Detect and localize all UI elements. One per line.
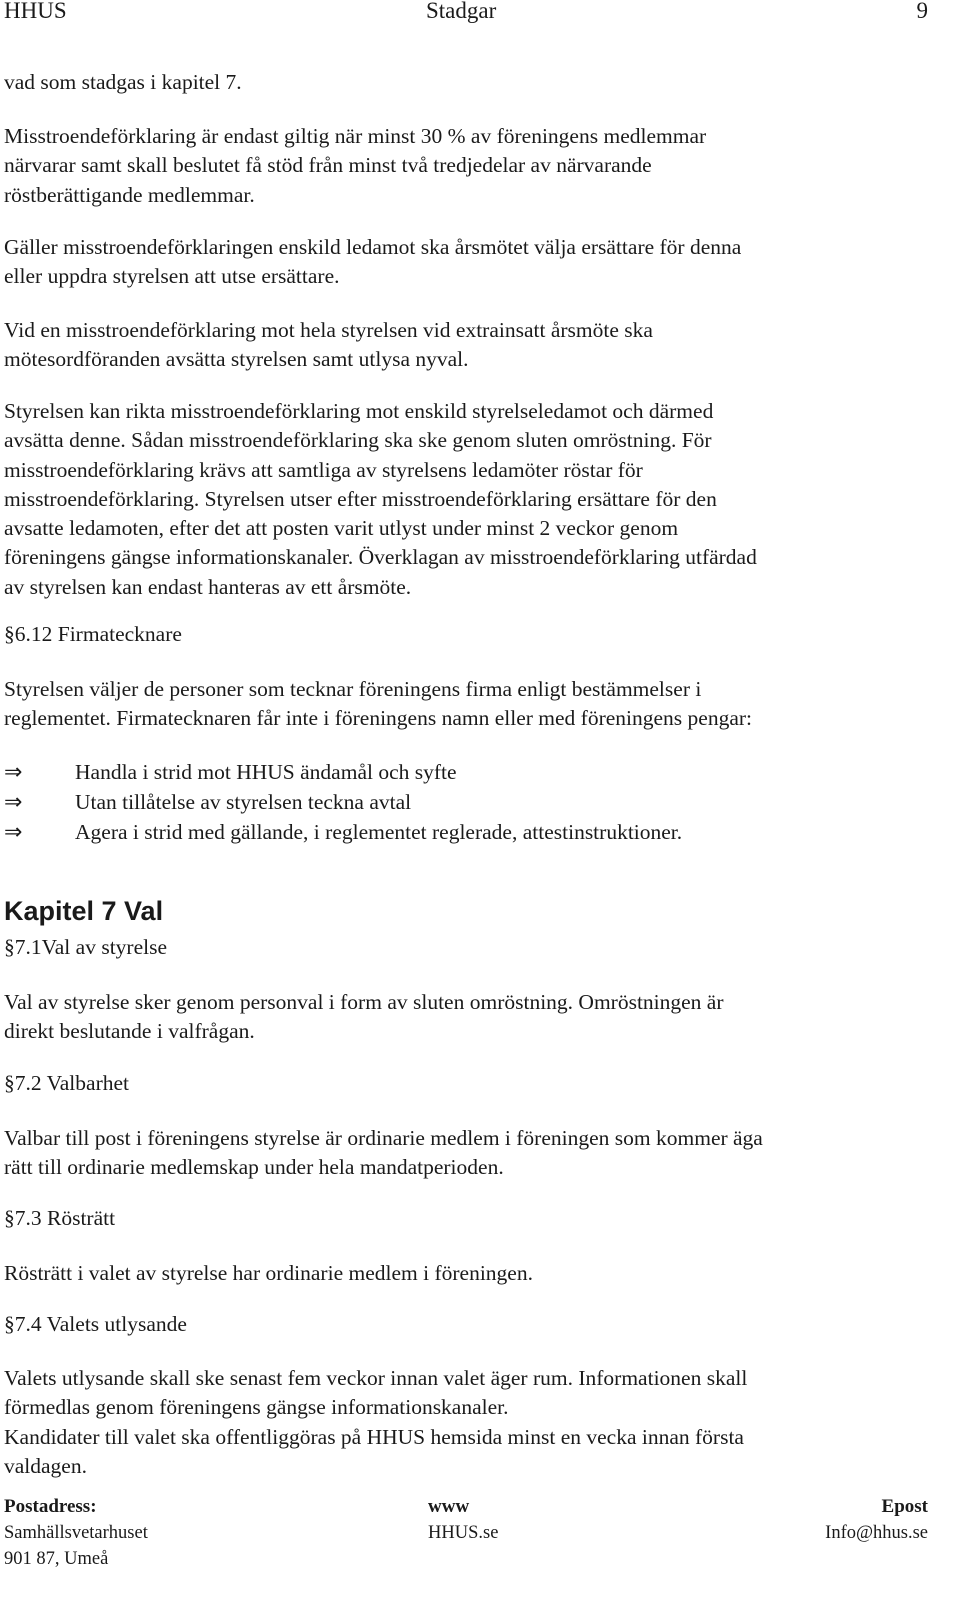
footer-website xyxy=(428,1494,498,1546)
header-left: HHUS xyxy=(4,0,67,23)
section-heading-7-2: §7.2 Valbarhet xyxy=(4,1071,129,1095)
text-line: närvarar samt skall beslutet få stöd från minst två tredjedelar av närvarande xyxy=(4,153,652,178)
footer-link[interactable]: Info@hhus.se xyxy=(825,1523,928,1543)
double-arrow-icon: ⇒ xyxy=(4,790,23,815)
text-line: avsatte ledamoten, efter det att posten varit utlyst under minst 2 veckor genom xyxy=(4,516,679,541)
intro-line: vad som stadgas i kapitel 7. xyxy=(4,70,242,94)
double-arrow-icon: ⇒ xyxy=(4,760,23,785)
text-line: Kandidater till valet ska offentliggöras på HHUS hemsida minst en vecka innan första xyxy=(4,1424,744,1449)
list-item-text: Handla i strid mot HHUS ändamål och syfte xyxy=(75,760,457,784)
text-line: Vid en misstroendeförklaring mot hela styrelsen vid extrainsatt årsmöte ska xyxy=(4,318,653,342)
text-line: rätt till ordinarie medlemskap under hela mandatperioden. xyxy=(4,1155,504,1180)
footer-text: 901 87, Umeå xyxy=(4,1549,109,1569)
paragraph-quorum xyxy=(4,122,706,210)
footer-link[interactable]: HHUS.se xyxy=(428,1523,499,1543)
header-title: Stadgar xyxy=(426,0,497,23)
section-7-3-body xyxy=(4,1259,533,1288)
paragraph-board-motion xyxy=(4,397,757,602)
section-heading-6-12: §6.12 Firmatecknare xyxy=(4,622,182,646)
text-line: Styrelsen kan rikta misstroendeförklaring mot enskild styrelseledamot och därmed xyxy=(4,399,714,423)
list-item-text: Utan tillåtelse av styrelsen teckna avtal xyxy=(75,790,412,814)
footer-text: Samhällsvetarhuset xyxy=(4,1523,148,1543)
footer-label: Epost xyxy=(881,1496,928,1517)
text-line: mötesordföranden avsätta styrelsen samt utlysa nyval. xyxy=(4,347,469,372)
section-6-12-body xyxy=(4,675,752,734)
text-line: Gäller misstroendeförklaringen enskild ledamot ska årsmötet välja ersättare för denna xyxy=(4,235,742,259)
text-line: Misstroendeförklaring är endast giltig när minst 30 % av föreningens medlemmar xyxy=(4,124,707,148)
text-line: av styrelsen kan endast hanteras av ett årsmöte. xyxy=(4,574,412,599)
text-line: Styrelsen väljer de personer som tecknar föreningens firma enligt bestämmelser i xyxy=(4,677,702,701)
section-7-2-body xyxy=(4,1124,763,1183)
section-7-4-body xyxy=(4,1364,747,1481)
text-line: Valbar till post i föreningens styrelse är ordinarie medlem i föreningen som kommer äga xyxy=(4,1126,763,1150)
text-line: valdagen. xyxy=(4,1453,87,1478)
text-line: misstroendeförklaring. Styrelsen utser efter misstroendeförklaring ersättare för den xyxy=(4,486,717,511)
footer-postal-address xyxy=(4,1494,148,1572)
text-line: reglementet. Firmatecknaren får inte i föreningens namn eller med föreningens pengar: xyxy=(4,706,753,731)
text-line: förmedlas genom föreningens gängse informationskanaler. xyxy=(4,1395,509,1420)
footer-label: Postadress: xyxy=(4,1496,97,1517)
list-item-text: Agera i strid med gällande, i reglementet reglerade, attestinstruktioner. xyxy=(75,820,683,844)
text-line: Rösträtt i valet av styrelse har ordinarie medlem i föreningen. xyxy=(4,1261,533,1285)
text-line: avsätta denne. Sådan misstroendeförklaring ska ske genom sluten omröstning. För xyxy=(4,428,712,453)
text-line: eller uppdra styrelsen att utse ersättare. xyxy=(4,264,340,289)
text-line: misstroendeförklaring krävs att samtliga av styrelsens ledamöter röstar för xyxy=(4,457,643,482)
chapter-title: Kapitel 7 Val xyxy=(4,896,164,926)
text-line: Valets utlysande skall ske senast fem veckor innan valet äger rum. Informationen skall xyxy=(4,1366,748,1390)
list-item xyxy=(4,787,411,818)
page-number: 9 xyxy=(916,0,928,23)
paragraph-whole-board xyxy=(4,316,653,375)
double-arrow-icon: ⇒ xyxy=(4,820,23,845)
text-line: direkt beslutande i valfrågan. xyxy=(4,1019,255,1044)
paragraph-single-member xyxy=(4,233,741,292)
section-heading-7-3: §7.3 Rösträtt xyxy=(4,1206,116,1230)
text-line: Val av styrelse sker genom personval i form av sluten omröstning. Omröstningen är xyxy=(4,990,724,1014)
text-line: föreningens gängse informationskanaler. Överklagan av misstroendeförklaring utfärdad xyxy=(4,545,757,570)
footer-email xyxy=(825,1494,928,1546)
list-item xyxy=(4,817,682,848)
section-heading-7-4: §7.4 Valets utlysande xyxy=(4,1312,187,1336)
section-7-1-body xyxy=(4,988,724,1047)
footer-label: www xyxy=(428,1496,470,1517)
list-item xyxy=(4,757,457,788)
section-heading-7-1: §7.1Val av styrelse xyxy=(4,935,168,959)
text-line: röstberättigande medlemmar. xyxy=(4,182,255,207)
